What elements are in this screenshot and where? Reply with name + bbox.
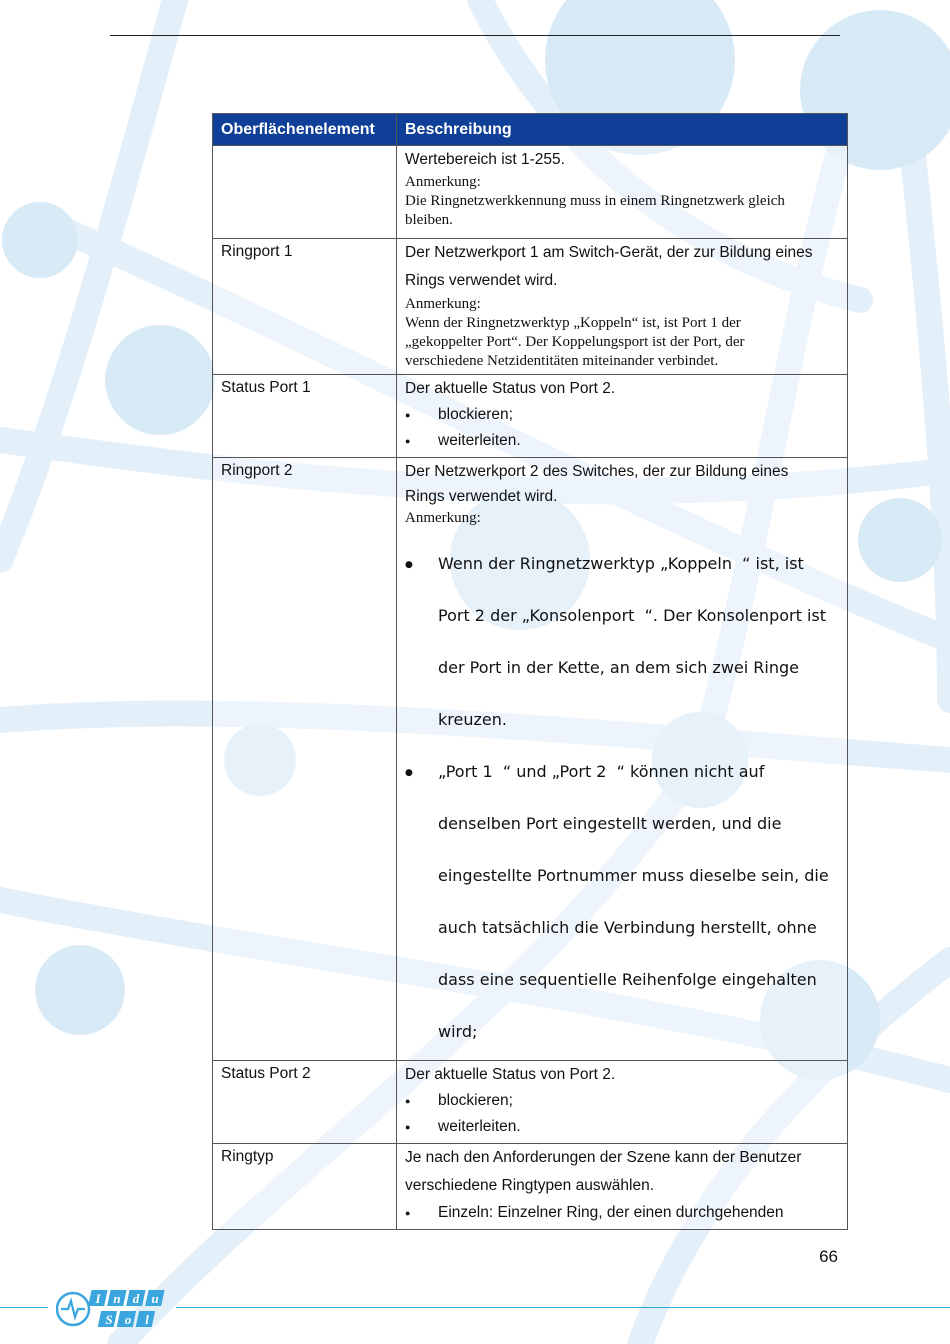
element-cell: Ringport 2: [213, 458, 397, 1061]
footer-rule-left: [0, 1307, 48, 1308]
interface-elements-table: [212, 113, 848, 1230]
description-line: Rings verwendet wird.: [405, 488, 558, 505]
description-cell: [397, 458, 848, 1061]
table-row: [213, 146, 848, 239]
list-item-line: ● Wenn der Ringnetzwerktyp „Koppeln “ ist, ist: [438, 554, 804, 573]
description-cell: [397, 1061, 848, 1144]
description-line: verschiedene Ringtypen auswählen.: [405, 1177, 655, 1194]
note-label: Anmerkung:: [405, 296, 481, 312]
list-item-line: denselben Port eingestellt werden, und die: [438, 814, 782, 833]
logo-letter: n: [113, 1291, 121, 1306]
table-row: [213, 375, 848, 458]
list-item-line: ● „Port 1 “ und „Port 2 “ können nicht auf: [438, 762, 765, 781]
page-number: 66: [819, 1247, 838, 1266]
header-rule: [110, 35, 840, 36]
list-item: ● weiterleiten.: [405, 1114, 839, 1140]
note-list: [405, 538, 839, 1058]
description-line: Wertebereich ist 1-255.: [405, 151, 565, 168]
table-row: [213, 1061, 848, 1144]
element-cell: Status Port 1: [213, 375, 397, 458]
list-item: ● blockieren;: [405, 1088, 839, 1114]
list-item: ● blockieren;: [405, 402, 839, 428]
list-item-line: Port 2 der „Konsolenport “. Der Konsolenport ist: [438, 606, 827, 625]
list-item: [405, 538, 839, 746]
list-item-line: dass eine sequentielle Reihenfolge eingehalten: [438, 970, 817, 989]
note-line: verschiedene Netzidentitäten miteinander verbindet.: [405, 353, 719, 369]
description-line: Der aktuelle Status von Port 2.: [405, 1066, 616, 1083]
element-cell: [213, 146, 397, 239]
list-item: ● weiterleiten.: [405, 428, 839, 454]
status-list: [405, 1088, 839, 1140]
list-item: ● Einzeln: Einzelner Ring, der einen durchgehenden: [405, 1200, 839, 1226]
note-label: Anmerkung:: [405, 510, 481, 526]
note-line: Die Ringnetzwerkkennung muss in einem Ringnetzwerk gleich: [405, 193, 785, 209]
list-item-line: kreuzen.: [438, 710, 507, 729]
note-line: bleiben.: [405, 212, 453, 228]
list-item-line: eingestellte Portnummer muss dieselbe sein, die: [438, 866, 829, 885]
element-cell: Ringtyp: [213, 1144, 397, 1230]
table-header-row: [213, 114, 848, 146]
description-cell: [397, 375, 848, 458]
description-line: Der aktuelle Status von Port 2.: [405, 380, 616, 397]
column-header-description: Beschreibung: [397, 114, 848, 146]
list-item-line: der Port in der Kette, an dem sich zwei Ringe: [438, 658, 799, 677]
list-item: [405, 746, 839, 1058]
list-item-line: wird;: [438, 1022, 478, 1041]
footer-rule-right: [176, 1307, 950, 1308]
ringtype-list: [405, 1200, 839, 1226]
description-line: Der Netzwerkport 2 des Switches, der zur Bildung eines: [405, 463, 789, 480]
logo-letter: u: [151, 1291, 159, 1306]
note-label: Anmerkung:: [405, 174, 481, 190]
description-cell: [397, 146, 848, 239]
table-row: [213, 239, 848, 375]
description-cell: [397, 239, 848, 375]
status-list: [405, 402, 839, 454]
note-line: Wenn der Ringnetzwerktyp „Koppeln“ ist, ist Port 1 der: [405, 315, 741, 331]
description-line: Je nach den Anforderungen der Szene kann der Benutzer: [405, 1149, 802, 1166]
logo-letter: o: [124, 1312, 132, 1327]
list-item-line: auch tatsächlich die Verbindung herstellt, ohne: [438, 918, 817, 937]
table-row: [213, 458, 848, 1061]
logo-letter: S: [105, 1312, 113, 1327]
element-cell: Ringport 1: [213, 239, 397, 375]
description-cell: [397, 1144, 848, 1230]
note-line: „gekoppelter Port“. Der Koppelungsport ist der Port, der: [405, 334, 745, 350]
element-cell: Status Port 2: [213, 1061, 397, 1144]
logo-letter: l: [145, 1312, 149, 1327]
logo-letter: d: [132, 1291, 140, 1306]
logo-letter: I: [95, 1291, 101, 1306]
indusol-logo: [56, 1288, 168, 1330]
table-row: [213, 1144, 848, 1230]
description-line: Rings verwendet wird.: [405, 272, 558, 289]
column-header-element: Oberflächenelement: [213, 114, 397, 146]
description-line: Der Netzwerkport 1 am Switch-Gerät, der zur Bildung eines: [405, 244, 813, 261]
